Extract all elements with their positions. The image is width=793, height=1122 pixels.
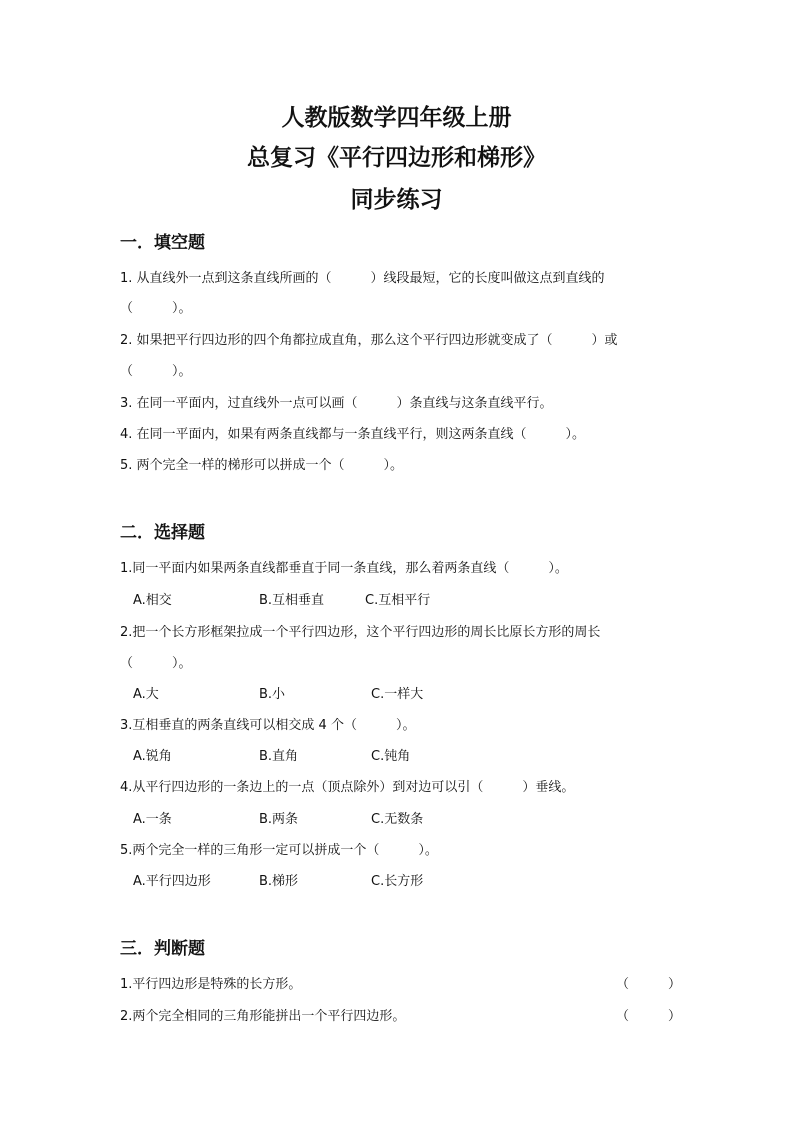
- choice-q2-option-b: B.小: [259, 687, 286, 702]
- choice-q5-option-a: A.平行四边形: [133, 874, 211, 889]
- fill-q1-line2: （ ）。: [120, 301, 192, 316]
- judge-q2-answer-blank: （ ）: [616, 1009, 682, 1024]
- choice-q1-option-a: A.相交: [133, 593, 172, 608]
- fill-q2-line1: 2. 如果把平行四边形的四个角都拉成直角，那么这个平行四边形就变成了（ ）或: [120, 333, 618, 348]
- choice-q4-option-b: B.两条: [259, 812, 299, 827]
- choice-q5-option-c: C.长方形: [371, 874, 424, 889]
- doc-title-line2: 总复习《平行四边形和梯形》: [247, 144, 546, 171]
- choice-q5: 5.两个完全一样的三角形一定可以拼成一个（ ）。: [120, 843, 438, 858]
- fill-q1-line1: 1. 从直线外一点到这条直线所画的（ ）线段最短，它的长度叫做这点到直线的: [120, 271, 605, 286]
- choice-q2-line2: （ ）。: [120, 656, 192, 671]
- doc-title-line1: 人教版数学四年级上册: [281, 104, 512, 131]
- section-choice-heading: 二．选择题: [120, 523, 205, 543]
- choice-q3-option-a: A.锐角: [133, 749, 172, 764]
- choice-q3-option-b: B.直角: [259, 749, 299, 764]
- choice-q4-option-a: A.一条: [133, 812, 172, 827]
- fill-q2-line2: （ ）。: [120, 364, 192, 379]
- section-judge-heading: 三．判断题: [120, 939, 205, 959]
- choice-q3: 3.互相垂直的两条直线可以相交成 4 个（ ）。: [120, 718, 416, 733]
- choice-q2-option-c: C.一样大: [371, 687, 424, 702]
- choice-q4-option-c: C.无数条: [371, 812, 424, 827]
- fill-q3: 3. 在同一平面内，过直线外一点可以画（ ）条直线与这条直线平行。: [120, 396, 553, 411]
- choice-q2-option-a: A.大: [133, 687, 159, 702]
- judge-q1-answer-blank: （ ）: [616, 977, 682, 992]
- fill-q5: 5. 两个完全一样的梯形可以拼成一个（ ）。: [120, 458, 404, 473]
- choice-q1-option-b: B.互相垂直: [259, 593, 325, 608]
- choice-q3-option-c: C.钝角: [371, 749, 411, 764]
- choice-q4: 4.从平行四边形的一条边上的一点（顶点除外）到对边可以引（ ）垂线。: [120, 780, 575, 795]
- section-fill-heading: 一．填空题: [120, 233, 205, 253]
- judge-q1: 1.平行四边形是特殊的长方形。: [120, 977, 302, 992]
- fill-q4: 4. 在同一平面内，如果有两条直线都与一条直线平行，则这两条直线（ ）。: [120, 427, 586, 442]
- choice-q1: 1.同一平面内如果两条直线都垂直于同一条直线，那么着两条直线（ ）。: [120, 561, 568, 576]
- choice-q5-option-b: B.梯形: [259, 874, 299, 889]
- judge-q2: 2.两个完全相同的三角形能拼出一个平行四边形。: [120, 1009, 406, 1024]
- choice-q2-line1: 2.把一个长方形框架拉成一个平行四边形，这个平行四边形的周长比原长方形的周长: [120, 625, 601, 640]
- doc-title-line3: 同步练习: [350, 186, 443, 213]
- choice-q1-option-c: C.互相平行: [365, 593, 431, 608]
